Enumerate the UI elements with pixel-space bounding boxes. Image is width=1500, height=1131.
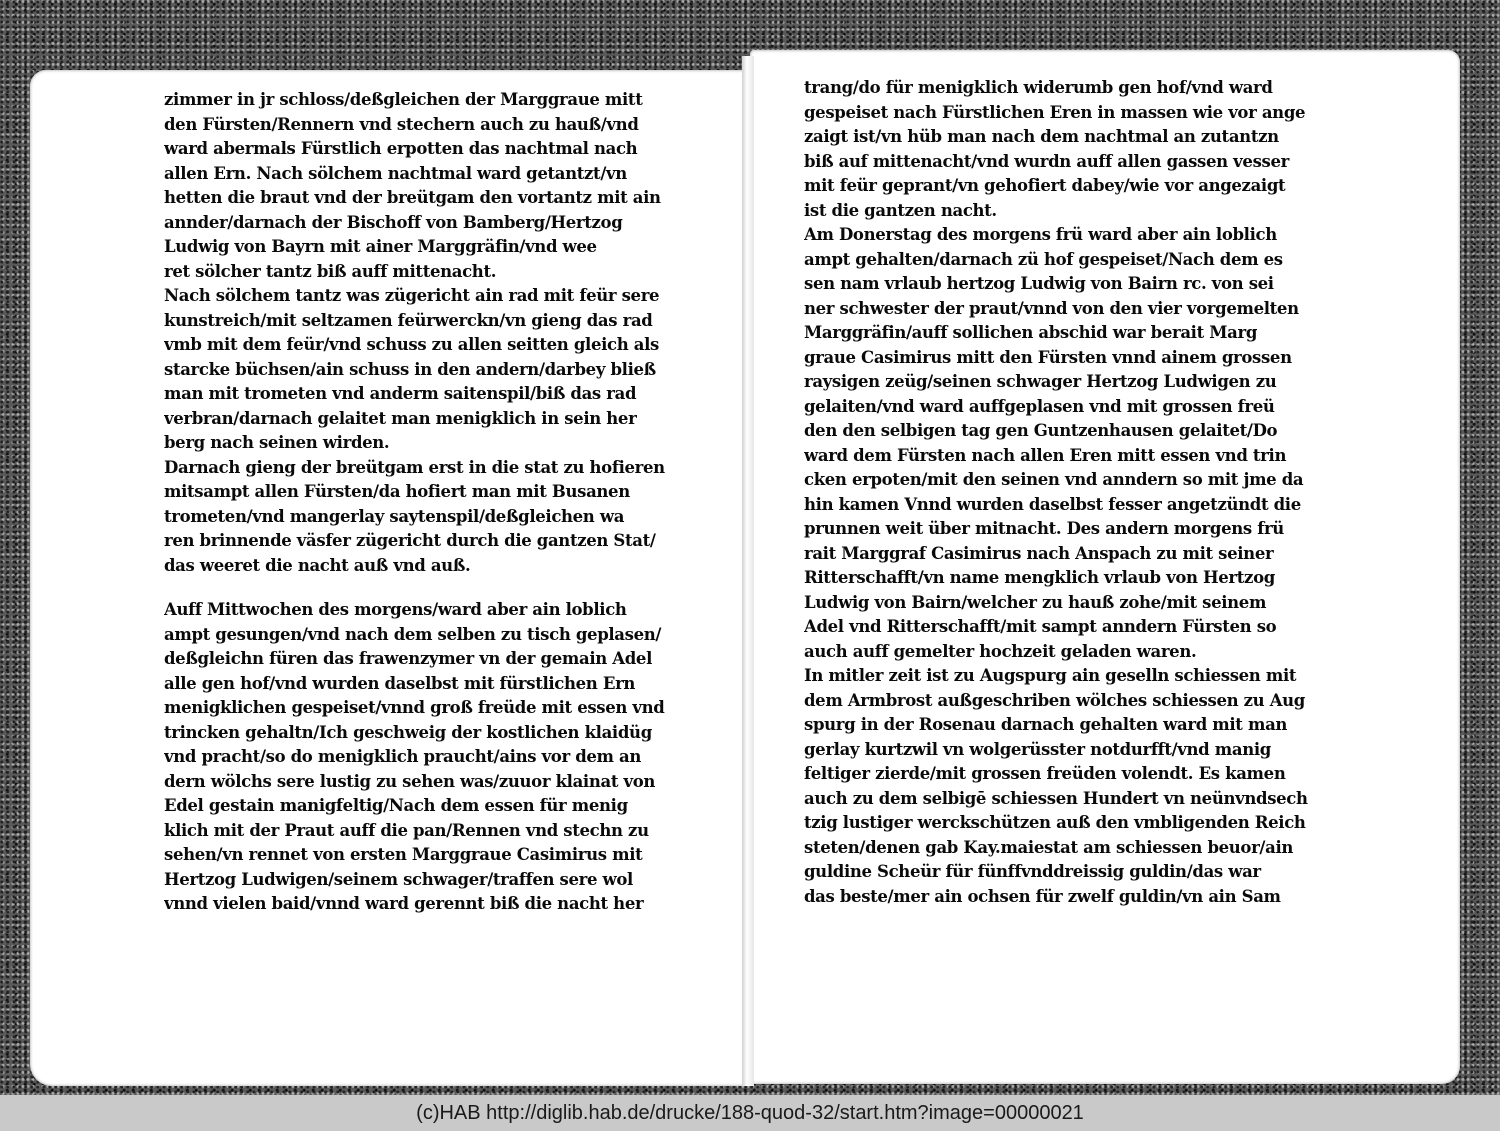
- book-spine: [742, 56, 754, 1086]
- text-line: verbran/darnach gelaitet man menigklich in sein her: [164, 408, 637, 428]
- text-line: Ritterschafft/vn name mengklich vrlaub von Hertzog: [804, 568, 1275, 587]
- text-line: das beste/mer ain ochsen für zwelf guldin/vn ain Sam: [804, 886, 1281, 906]
- text-line: annder/darnach der Bischoff von Bamberg/Hertzog: [164, 212, 623, 232]
- text-line: berg nach seinen wirden.: [164, 433, 390, 452]
- paragraph: [164, 598, 690, 917]
- text-line: menigklichen gespeiset/vnnd groß freüde mit essen vnd: [164, 698, 665, 717]
- text-line: cken erpoten/mit den seinen vnd anndern so mit jme da: [804, 470, 1304, 489]
- text-line: Nach sölchem tantz was zügericht ain rad mit feür sere: [164, 286, 660, 305]
- text-line: ampt gehalten/darnach zü hof gespeiset/Nach dem es: [804, 249, 1283, 269]
- text-line: Marggräfin/auff sollichen abschid war berait Marg: [804, 323, 1258, 342]
- text-line: mitsampt allen Fürsten/da hofiert man mit Busanen: [164, 482, 630, 501]
- text-line: man mit trometen vnd anderm saitenspil/biß das rad: [164, 384, 637, 403]
- text-line: graue Casimirus mitt den Fürsten vnnd ainem grossen: [804, 347, 1292, 367]
- text-line: tzig lustiger werckschützen auß den vmbligenden Reich: [804, 813, 1306, 832]
- text-line: sen nam vrlaub hertzog Ludwig von Bairn rc. von sei: [804, 274, 1274, 293]
- text-line: klich mit der Praut auff die pan/Rennen vnd stechn zu: [164, 820, 649, 840]
- text-line: feltiger zierde/mit grossen freüden volendt. Es kamen: [804, 764, 1286, 783]
- text-line: trang/do für menigklich widerumb gen hof/vnd ward: [804, 78, 1273, 97]
- text-line: Auff Mittwochen des morgens/ward aber ain loblich: [164, 600, 627, 619]
- text-line: Am Donerstag des morgens frü ward aber ain loblich: [804, 225, 1277, 244]
- text-line: den Fürsten/Rennern vnd stechern auch zu hauß/vnd: [164, 114, 639, 134]
- text-line: ward dem Fürsten nach allen Eren mitt essen vnd trin: [804, 445, 1287, 465]
- text-line: ret sölcher tantz biß auff mittenacht.: [164, 261, 497, 281]
- text-line: gespeiset nach Fürstlichen Eren in massen wie vor ange: [804, 102, 1306, 122]
- text-line: ner schwester der praut/vnnd von den vier vorgemelten: [804, 298, 1299, 318]
- text-line: ward abermals Fürstlich erpotten das nachtmal nach: [164, 139, 638, 158]
- text-line: vmb mit dem feür/vnd schuss zu allen seitten gleich als: [164, 335, 659, 354]
- text-line: ampt gesungen/vnd nach dem selben zu tisch geplasen/: [164, 624, 662, 644]
- copyright-footer: [0, 1095, 1500, 1131]
- text-line: guldine Scheür für fünffvnddreissig guldin/das war: [804, 862, 1261, 881]
- paragraph: [164, 456, 690, 579]
- text-line: alle gen hof/vnd wurden daselbst mit fürstlichen Ern: [164, 673, 636, 693]
- text-line: Ludwig von Bayrn mit ainer Marggräfin/vnd wee: [164, 237, 597, 256]
- text-line: vnd pracht/so do menigklich praucht/ains vor dem an: [164, 747, 642, 766]
- text-line: gerlay kurtzwil vn wolgerüsster notdurfft/vnd manig: [804, 739, 1271, 759]
- text-line: prunnen weit über mitnacht. Des andern morgens frü: [804, 519, 1284, 538]
- paragraph: [164, 88, 690, 284]
- copyright-url-text: (c)HAB http://diglib.hab.de/drucke/188-quod-32/start.htm?image=00000021: [416, 1101, 1084, 1124]
- left-page-text: [164, 88, 690, 917]
- text-line: zaigt ist/vn hüb man nach dem nachtmal an zutantzn: [804, 127, 1279, 146]
- text-line: deßgleichn füren das frawenzymer vn der gemain Adel: [164, 649, 652, 668]
- text-line: spurg in der Rosenau darnach gehalten ward mit man: [804, 715, 1288, 734]
- text-line: Hertzog Ludwigen/seinem schwager/traffen sere wol: [164, 869, 633, 889]
- paragraph: [804, 664, 1330, 909]
- text-line: Adel vnd Ritterschafft/mit sampt anndern Fürsten so: [804, 617, 1277, 636]
- text-line: kunstreich/mit seltzamen feürwerckn/vn gieng das rad: [164, 310, 653, 330]
- text-line: raysigen zeüg/seinen schwager Hertzog Ludwigen zu: [804, 372, 1277, 391]
- text-line: In mitler zeit ist zu Augspurg ain geselln schiessen mit: [804, 666, 1297, 685]
- text-line: zimmer in jr schloss/deßgleichen der Marggraue mitt: [164, 90, 643, 109]
- text-line: trincken gehaltn/Ich geschweig der kostlichen klaidüg: [164, 722, 652, 742]
- text-line: ren brinnende väsfer zügericht durch die gantzen Stat/: [164, 531, 656, 550]
- text-line: allen Ern. Nach sölchem nachtmal ward getantzt/vn: [164, 163, 627, 183]
- text-line: Edel gestain manigfeltig/Nach dem essen für menig: [164, 796, 628, 815]
- text-line: den den selbigen tag gen Guntzenhausen gelaitet/Do: [804, 421, 1278, 440]
- text-line: auch auff gemelter hochzeit geladen waren.: [804, 641, 1197, 661]
- paragraph: [804, 76, 1330, 223]
- text-line: starcke büchsen/ain schuss in den andern/darbey bließ: [164, 359, 656, 379]
- text-line: trometen/vnd mangerlay saytenspil/deßgleichen wa: [164, 506, 625, 526]
- text-line: Darnach gieng der breütgam erst in die stat zu hofieren: [164, 457, 665, 477]
- text-line: ist die gantzen nacht.: [804, 200, 997, 220]
- text-line: auch zu dem selbigē schiessen Hundert vn neünvndsech: [804, 788, 1308, 808]
- text-line: dem Armbrost außgeschriben wölches schiessen zu Aug: [804, 690, 1305, 710]
- right-page-text: [804, 76, 1330, 909]
- text-line: rait Marggraf Casimirus nach Anspach zu mit seiner: [804, 543, 1274, 563]
- paragraph: [804, 223, 1330, 664]
- text-line: dern wölchs sere lustig zu sehen was/zuuor klainat von: [164, 771, 656, 791]
- text-line: sehen/vn rennet von ersten Marggraue Casimirus mit: [164, 845, 643, 864]
- text-line: steten/denen gab Kay.maiestat am schiessen beuor/ain: [804, 837, 1294, 857]
- text-line: mit feür geprant/vn gehofiert dabey/wie vor angezaigt: [804, 176, 1286, 195]
- text-line: Ludwig von Bairn/welcher zu hauß zohe/mit seinem: [804, 592, 1267, 612]
- text-line: gelaiten/vnd ward auffgeplasen vnd mit grossen freü: [804, 396, 1275, 416]
- text-line: das weeret die nacht auß vnd auß.: [164, 555, 471, 575]
- text-line: hin kamen Vnnd wurden daselbst fesser angetzündt die: [804, 494, 1301, 514]
- text-line: biß auf mittenacht/vnd wurdn auff allen gassen vesser: [804, 151, 1289, 171]
- text-line: hetten die braut vnd der breütgam den vortantz mit ain: [164, 188, 661, 207]
- text-line: vnnd vielen baid/vnnd ward gerennt biß die nacht her: [164, 894, 644, 913]
- paragraph: [164, 284, 690, 456]
